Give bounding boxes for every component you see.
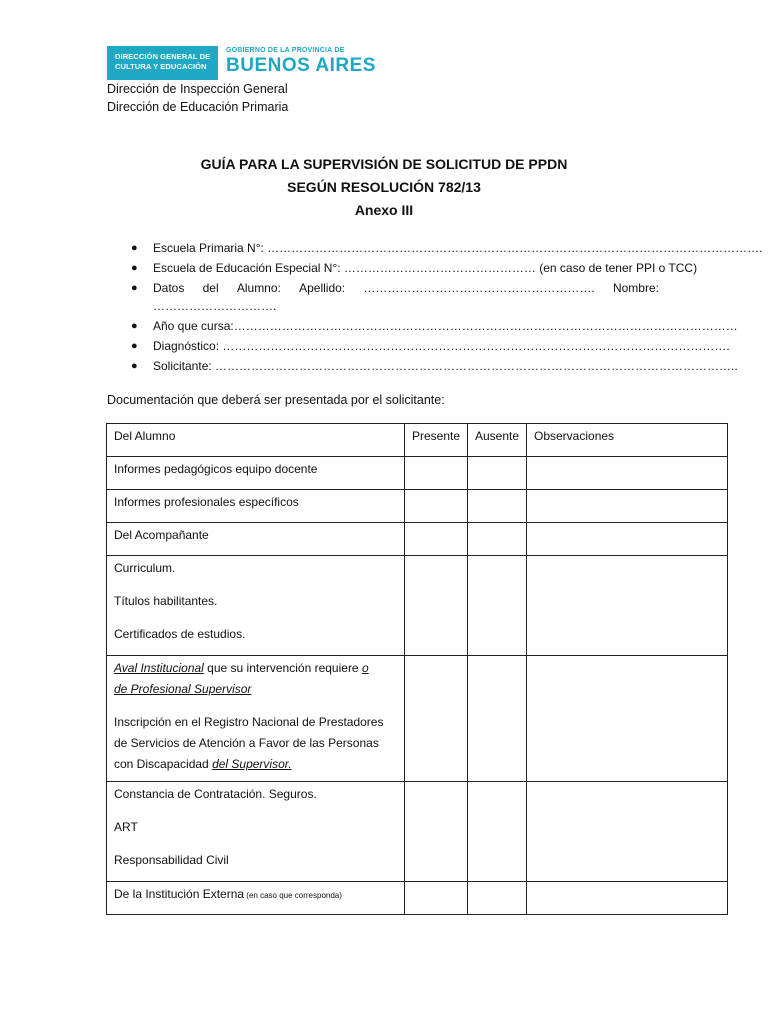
row-informes-pedagogicos: Informes pedagógicos equipo docente: [114, 462, 318, 476]
bullet-icon: ●: [131, 360, 138, 372]
inscripcion-text: Inscripción en el Registro Nacional de Prestadores de Servicios de Atención a Favor de las Personas con Discapacidad: [114, 715, 384, 771]
checkbox-cell-presente[interactable]: [405, 490, 468, 523]
row-del-acompanante: Del Acompañante: [114, 528, 209, 542]
datos-word: Datos: [153, 281, 185, 295]
field-escuela-especial-text: Escuela de Educación Especial N°: ………………………………………… (en caso de tener PPI o TCC): [153, 261, 698, 275]
logo-gobierno-line1: GOBIERNO DE LA PROVINCIA DE: [226, 47, 345, 54]
checkbox-cell-presente[interactable]: [405, 782, 468, 882]
header-del-alumno: Del Alumno: [114, 429, 176, 443]
page-subtitle: SEGÚN RESOLUCIÓN 782/13: [287, 179, 481, 195]
observaciones-cell[interactable]: [527, 556, 728, 656]
page-title: GUÍA PARA LA SUPERVISIÓN DE SOLICITUD DE PPDN: [200, 156, 568, 172]
logo-left-line1: DIRECCIÓN GENERAL DE: [115, 52, 211, 61]
table-row: [107, 656, 728, 782]
aval-institucional: Aval Institucional: [114, 661, 204, 675]
observaciones-cell[interactable]: [527, 457, 728, 490]
annex-label: Anexo III: [354, 202, 414, 218]
observaciones-cell[interactable]: [527, 656, 728, 782]
item-responsabilidad: Responsabilidad Civil: [114, 853, 229, 867]
bullet-icon: ●: [131, 320, 138, 332]
datos-alumno-line: [153, 278, 659, 298]
aval-o: o: [361, 661, 369, 675]
item-art: ART: [114, 820, 138, 834]
datos-word: Nombre:: [612, 281, 659, 295]
datos-word: del: [202, 281, 219, 295]
observaciones-cell[interactable]: [527, 490, 728, 523]
checkbox-cell-presente[interactable]: [405, 556, 468, 656]
field-escuela-primaria-text: Escuela Primaria N°: …………………………………………………………………………………………………………….: [153, 241, 763, 255]
aval-profesional: de Profesional Supervisor: [114, 682, 252, 696]
checkbox-cell-presente[interactable]: [405, 882, 468, 915]
institucion-externa-label: De la Institución Externa: [114, 887, 245, 901]
observaciones-cell[interactable]: [527, 782, 728, 882]
bullet-icon: ●: [131, 282, 138, 294]
table-row: [107, 882, 728, 915]
field-escuela-primaria: [131, 238, 763, 258]
table-row: [107, 556, 728, 656]
field-solicitante-text: Solicitante: …………………………………………………………………………………………………………………..: [153, 359, 738, 373]
table-row: [107, 490, 728, 523]
field-escuela-especial: [131, 258, 698, 278]
row-institucion-externa: [107, 882, 404, 908]
row-constancia-group: [107, 782, 404, 873]
field-anio: [131, 316, 738, 336]
item-aval: [114, 658, 397, 679]
header-observaciones: Observaciones: [534, 429, 615, 443]
logo-direccion-general: [107, 46, 218, 80]
field-datos-cont: [131, 298, 659, 316]
bullet-icon: ●: [131, 340, 138, 352]
checkbox-cell-ausente[interactable]: [468, 782, 527, 882]
checkbox-cell-ausente[interactable]: [468, 523, 527, 556]
table-row: [107, 457, 728, 490]
field-anio-text: Año que cursa:………………………………………………………………………………………………………………: [153, 319, 738, 333]
item-aval-prof: [114, 679, 397, 700]
datos-word: ………………………………………………….: [363, 281, 595, 295]
observaciones-cell[interactable]: [527, 523, 728, 556]
inscripcion-supervisor: del Supervisor.: [212, 757, 292, 771]
checkbox-cell-ausente[interactable]: [468, 457, 527, 490]
bullet-icon: ●: [131, 242, 138, 254]
aval-mid: que su intervención requiere: [203, 661, 362, 675]
field-diagnostico-text: Diagnóstico: ……………………………………………………………………………………………………………….: [153, 339, 730, 353]
field-diagnostico: [131, 336, 730, 356]
item-constancia: Constancia de Contratación. Seguros.: [114, 787, 317, 801]
observaciones-cell[interactable]: [527, 882, 728, 915]
checkbox-cell-ausente[interactable]: [468, 490, 527, 523]
row-curriculum-group: [107, 556, 404, 647]
datos-word: Alumno:: [236, 281, 281, 295]
row-informes-profesionales: Informes profesionales específicos: [114, 495, 299, 509]
org-line-1: Dirección de Inspección General: [107, 82, 288, 96]
datos-cont-text: ………………………….: [153, 299, 277, 313]
field-solicitante: [131, 356, 738, 376]
item-titulos: Títulos habilitantes.: [114, 594, 218, 608]
bullet-icon: ●: [131, 262, 138, 274]
item-inscripcion: [114, 712, 397, 775]
header-presente: Presente: [412, 429, 461, 443]
documentation-intro: Documentación que deberá ser presentada por el solicitante:: [107, 393, 445, 407]
item-curriculum: Curriculum.: [114, 561, 176, 575]
checkbox-cell-presente[interactable]: [405, 523, 468, 556]
checkbox-cell-ausente[interactable]: [468, 882, 527, 915]
logo-left-line2: CULTURA Y EDUCACIÓN: [115, 62, 207, 71]
datos-word: Apellido:: [299, 281, 346, 295]
table-header-row: [107, 424, 728, 457]
header-ausente: Ausente: [475, 429, 520, 443]
institucion-externa-note: (en caso que corresponda): [244, 891, 342, 900]
item-certificados: Certificados de estudios.: [114, 627, 246, 641]
checkbox-cell-ausente[interactable]: [468, 556, 527, 656]
checkbox-cell-ausente[interactable]: [468, 656, 527, 782]
documentation-table: [106, 423, 728, 915]
table-row: [107, 782, 728, 882]
checkbox-cell-presente[interactable]: [405, 457, 468, 490]
field-datos-alumno: [131, 278, 659, 298]
row-aval-group: [107, 656, 404, 777]
org-line-2: Dirección de Educación Primaria: [107, 100, 289, 114]
table-row: [107, 523, 728, 556]
checkbox-cell-presente[interactable]: [405, 656, 468, 782]
logo-buenos-aires: BUENOS AIRES: [226, 55, 376, 76]
form-fields-list: [131, 238, 763, 376]
